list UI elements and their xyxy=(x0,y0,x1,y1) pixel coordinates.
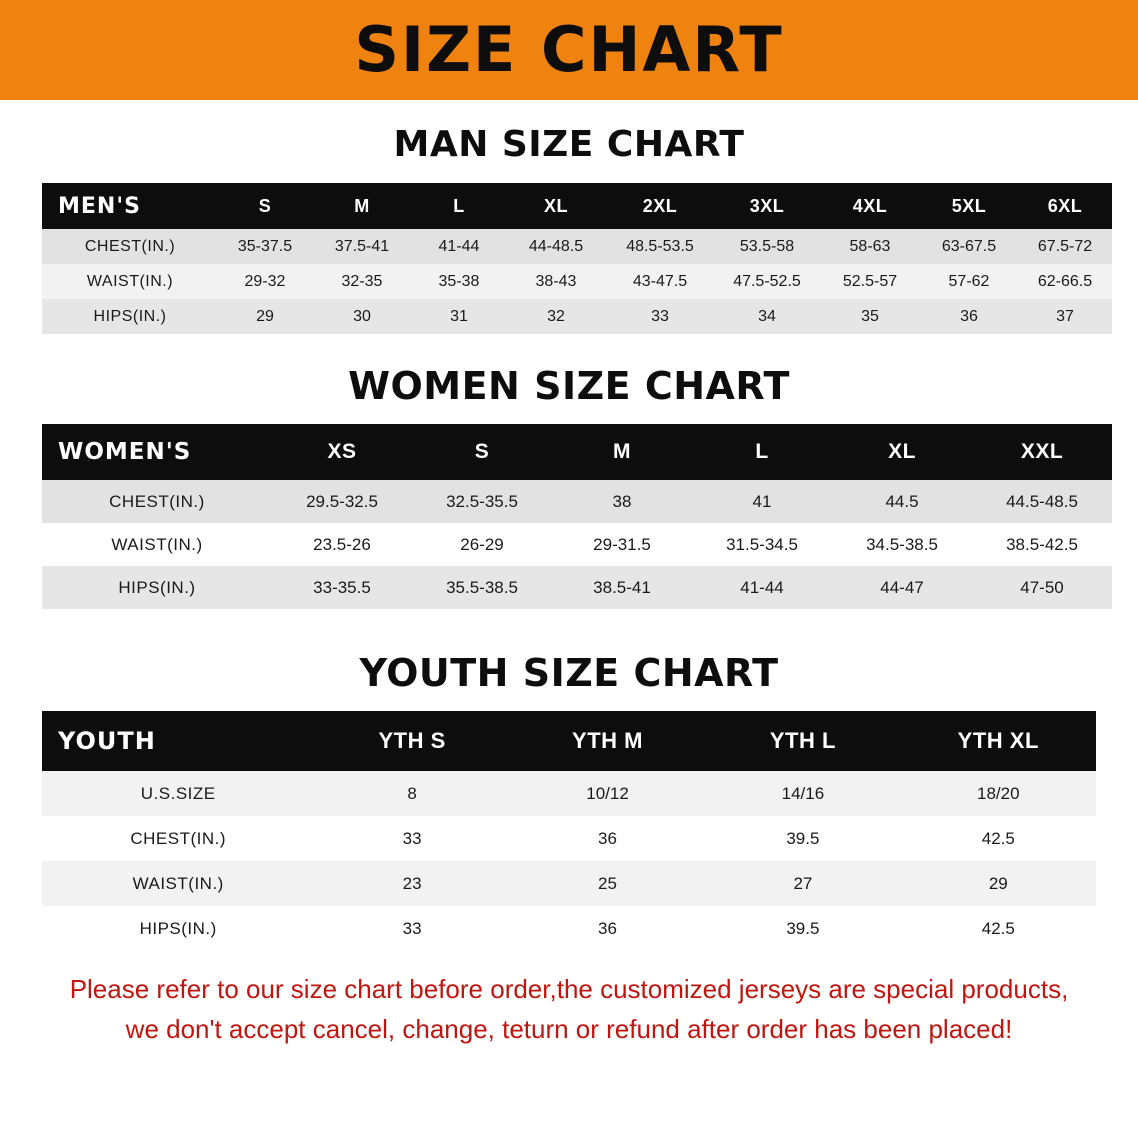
cell: 33 xyxy=(402,828,422,848)
youth-table-wrap xyxy=(42,711,1096,951)
column-header: YTH S xyxy=(378,728,446,753)
cell: 8 xyxy=(407,783,417,803)
cell: 30 xyxy=(353,307,371,325)
cell: 27 xyxy=(793,873,813,893)
table-row xyxy=(42,299,1112,334)
policy-note-line-1: Please refer to our size chart before order,the customized jerseys are special products, xyxy=(69,974,1069,1004)
man-size-table xyxy=(42,183,1112,334)
cell: 26-29 xyxy=(460,534,504,554)
cell: 38 xyxy=(612,491,632,511)
cell: 32 xyxy=(547,307,565,325)
column-header: YTH L xyxy=(769,728,836,753)
cell: 36 xyxy=(960,307,978,325)
row-label: CHEST(IN.) xyxy=(109,491,205,511)
table-row xyxy=(42,229,1112,264)
cell: 38-43 xyxy=(535,272,577,290)
row-label: HIPS(IN.) xyxy=(118,577,196,597)
cell: 32.5-35.5 xyxy=(446,491,518,511)
youth-size-table xyxy=(42,711,1096,951)
column-header: XL xyxy=(888,440,916,463)
cell: 18/20 xyxy=(977,783,1020,803)
row-label: CHEST(IN.) xyxy=(130,828,227,848)
cell: 41-44 xyxy=(740,577,784,597)
table-row xyxy=(42,816,1096,861)
row-label: WAIST(IN.) xyxy=(86,272,174,290)
column-header: S xyxy=(474,440,490,463)
table-header-row xyxy=(42,711,1096,771)
cell: 14/16 xyxy=(781,783,825,803)
cell: 44-47 xyxy=(880,577,924,597)
column-header: M xyxy=(354,195,370,216)
cell: 32-35 xyxy=(341,272,383,290)
page-title: SIZE CHART xyxy=(354,13,784,86)
cell: 29-32 xyxy=(244,272,286,290)
cell: 63-67.5 xyxy=(941,237,997,255)
man-section-title: MAN SIZE CHART xyxy=(393,124,745,165)
cell: 10/12 xyxy=(586,783,629,803)
column-header: 3XL xyxy=(749,195,785,216)
table-row xyxy=(42,771,1096,816)
cell: 33 xyxy=(402,918,422,938)
cell: 23.5-26 xyxy=(313,534,371,554)
table-row xyxy=(42,566,1112,609)
row-label: U.S.SIZE xyxy=(140,783,216,803)
cell: 33-35.5 xyxy=(313,577,371,597)
cell: 23 xyxy=(402,873,422,893)
cell: 37 xyxy=(1056,307,1074,325)
column-header: 5XL xyxy=(951,195,987,216)
column-header: S xyxy=(258,195,272,216)
cell: 35-37.5 xyxy=(237,237,293,255)
cell: 38.5-41 xyxy=(593,577,651,597)
policy-note xyxy=(34,969,1104,1050)
table-row xyxy=(42,264,1112,299)
column-header: 6XL xyxy=(1047,195,1083,216)
cell: 42.5 xyxy=(981,828,1015,848)
women-section-title: WOMEN SIZE CHART xyxy=(348,364,790,408)
cell: 35.5-38.5 xyxy=(446,577,518,597)
cell: 39.5 xyxy=(786,828,820,848)
cell: 47.5-52.5 xyxy=(733,272,801,290)
column-header: YTH M xyxy=(572,728,643,753)
cell: 35 xyxy=(861,307,879,325)
cell: 29 xyxy=(988,873,1008,893)
cell: 42.5 xyxy=(981,918,1015,938)
cell: 34 xyxy=(758,307,776,325)
cell: 37.5-41 xyxy=(334,237,390,255)
cell: 47-50 xyxy=(1020,577,1064,597)
cell: 38.5-42.5 xyxy=(1006,534,1078,554)
column-header: YTH XL xyxy=(957,728,1039,753)
cell: 52.5-57 xyxy=(842,272,898,290)
column-header: XXL xyxy=(1020,440,1064,463)
women-size-table xyxy=(42,424,1112,609)
cell: 36 xyxy=(598,828,617,848)
row-label: WAIST(IN.) xyxy=(132,873,224,893)
cell: 67.5-72 xyxy=(1037,237,1093,255)
column-header: L xyxy=(453,195,465,216)
table-row xyxy=(42,523,1112,566)
cell: 29.5-32.5 xyxy=(306,491,378,511)
cell: 43-47.5 xyxy=(632,272,688,290)
cell: 29-31.5 xyxy=(593,534,651,554)
cell: 44.5-48.5 xyxy=(1006,491,1078,511)
cell: 34.5-38.5 xyxy=(866,534,938,554)
column-header: YOUTH xyxy=(58,727,156,755)
page-banner xyxy=(0,0,1138,100)
cell: 62-66.5 xyxy=(1037,272,1093,290)
cell: 41-44 xyxy=(438,237,480,255)
cell: 35-38 xyxy=(438,272,480,290)
cell: 36 xyxy=(598,918,617,938)
cell: 44.5 xyxy=(885,491,919,511)
table-header-row xyxy=(42,183,1112,229)
column-header: 2XL xyxy=(642,195,678,216)
column-header: L xyxy=(755,440,769,463)
cell: 57-62 xyxy=(948,272,990,290)
cell: 29 xyxy=(256,307,274,325)
cell: 25 xyxy=(598,873,617,893)
cell: 48.5-53.5 xyxy=(626,237,694,255)
column-header: MEN'S xyxy=(58,193,141,219)
cell: 44-48.5 xyxy=(528,237,584,255)
table-row xyxy=(42,906,1096,951)
cell: 41 xyxy=(752,491,772,511)
table-header-row xyxy=(42,424,1112,480)
column-header: M xyxy=(613,440,631,463)
women-table-wrap xyxy=(42,424,1096,609)
man-table-wrap xyxy=(42,183,1096,334)
row-label: HIPS(IN.) xyxy=(139,918,217,938)
cell: 31.5-34.5 xyxy=(726,534,798,554)
youth-section-title: YOUTH SIZE CHART xyxy=(359,651,779,695)
row-label: HIPS(IN.) xyxy=(93,307,167,325)
row-label: WAIST(IN.) xyxy=(111,534,203,554)
cell: 33 xyxy=(651,307,669,325)
table-row xyxy=(42,861,1096,906)
column-header: WOMEN'S xyxy=(58,439,192,465)
column-header: XL xyxy=(543,195,568,216)
cell: 58-63 xyxy=(849,237,891,255)
column-header: 4XL xyxy=(852,195,888,216)
cell: 31 xyxy=(450,307,468,325)
column-header: XS xyxy=(327,440,357,463)
cell: 53.5-58 xyxy=(739,237,795,255)
cell: 39.5 xyxy=(786,918,820,938)
row-label: CHEST(IN.) xyxy=(84,237,176,255)
policy-note-line-2: we don't accept cancel, change, teturn or refund after order has been placed! xyxy=(125,1014,1013,1045)
table-row xyxy=(42,480,1112,523)
